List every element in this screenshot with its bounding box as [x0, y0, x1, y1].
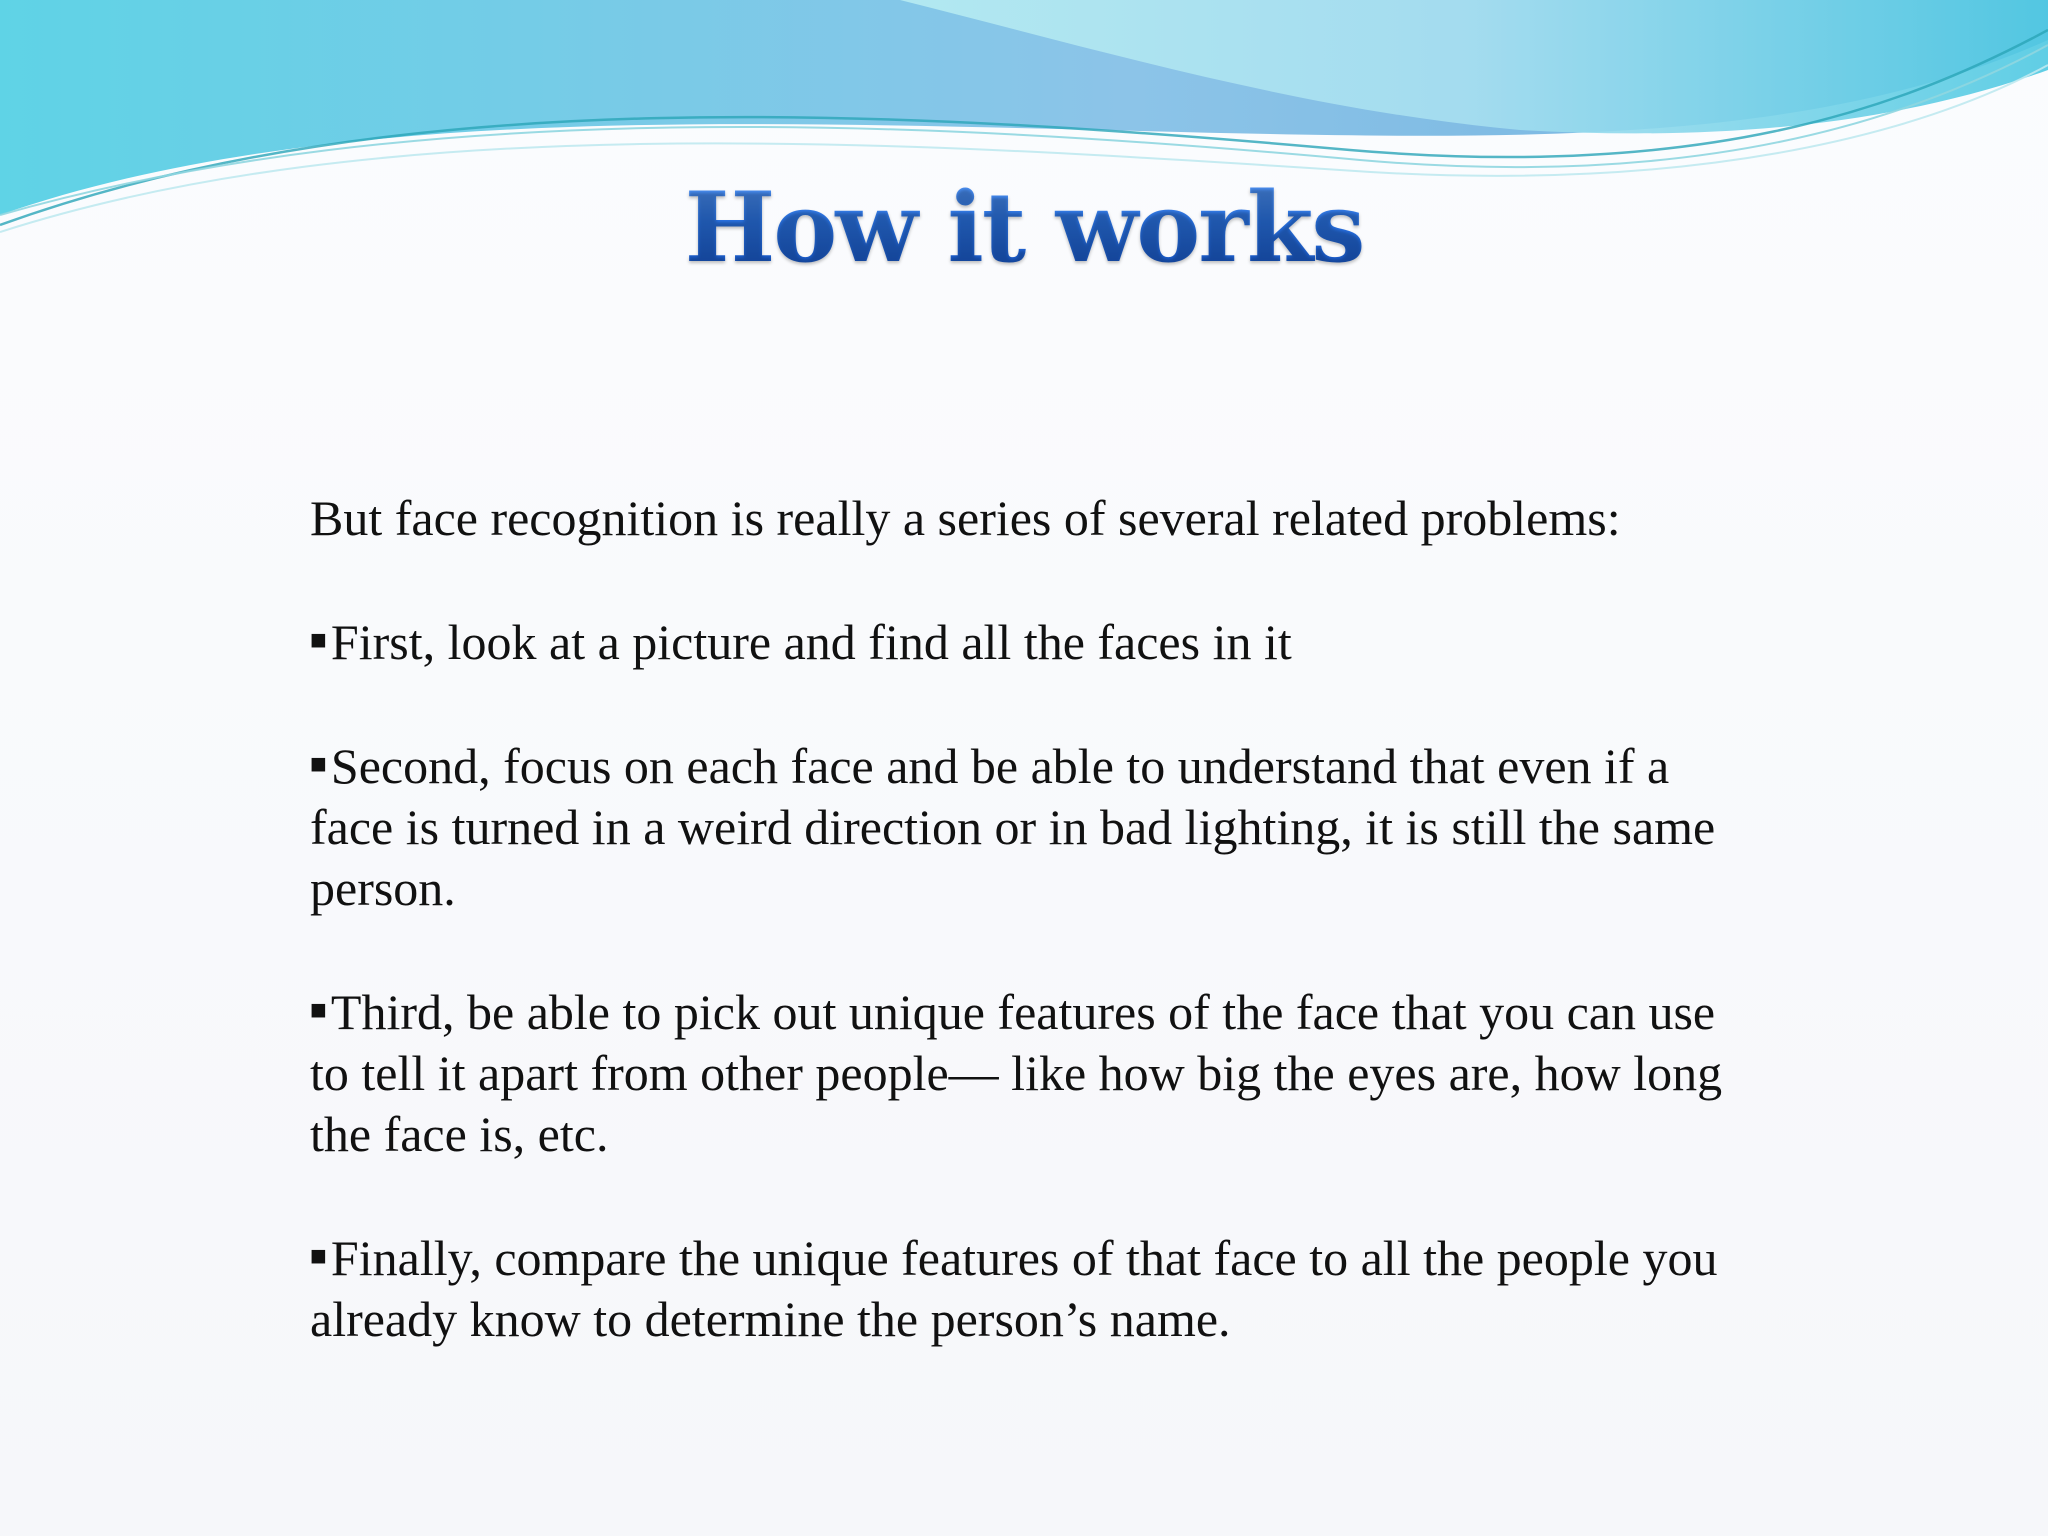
square-bullet-icon: ■ — [310, 625, 327, 656]
square-bullet-icon: ■ — [310, 749, 327, 780]
bullet-text: Finally, compare the unique features of that face to all the people you already know to determine the person’s name. — [310, 1230, 1718, 1347]
square-bullet-icon: ■ — [310, 995, 327, 1026]
bullet-text: Second, focus on each face and be able to understand that even if a face is turned in a weird direction or in bad lighting, it is still the same person. — [310, 738, 1716, 916]
bullet-item — [310, 610, 1750, 673]
slide-title: How it works — [0, 168, 2048, 288]
bullet-item — [310, 980, 1750, 1165]
bullet-item — [310, 734, 1750, 919]
bullet-item — [310, 1226, 1750, 1350]
bullet-text: First, look at a picture and find all the faces in it — [330, 614, 1292, 670]
bullet-text: Third, be able to pick out unique features of the face that you can use to tell it apart from other people— like how big the eyes are, how long the face is, etc. — [310, 984, 1723, 1162]
square-bullet-icon: ■ — [310, 1241, 327, 1272]
slide-body — [310, 488, 1750, 1411]
intro-text: But face recognition is really a series of several related problems: — [310, 490, 1621, 546]
